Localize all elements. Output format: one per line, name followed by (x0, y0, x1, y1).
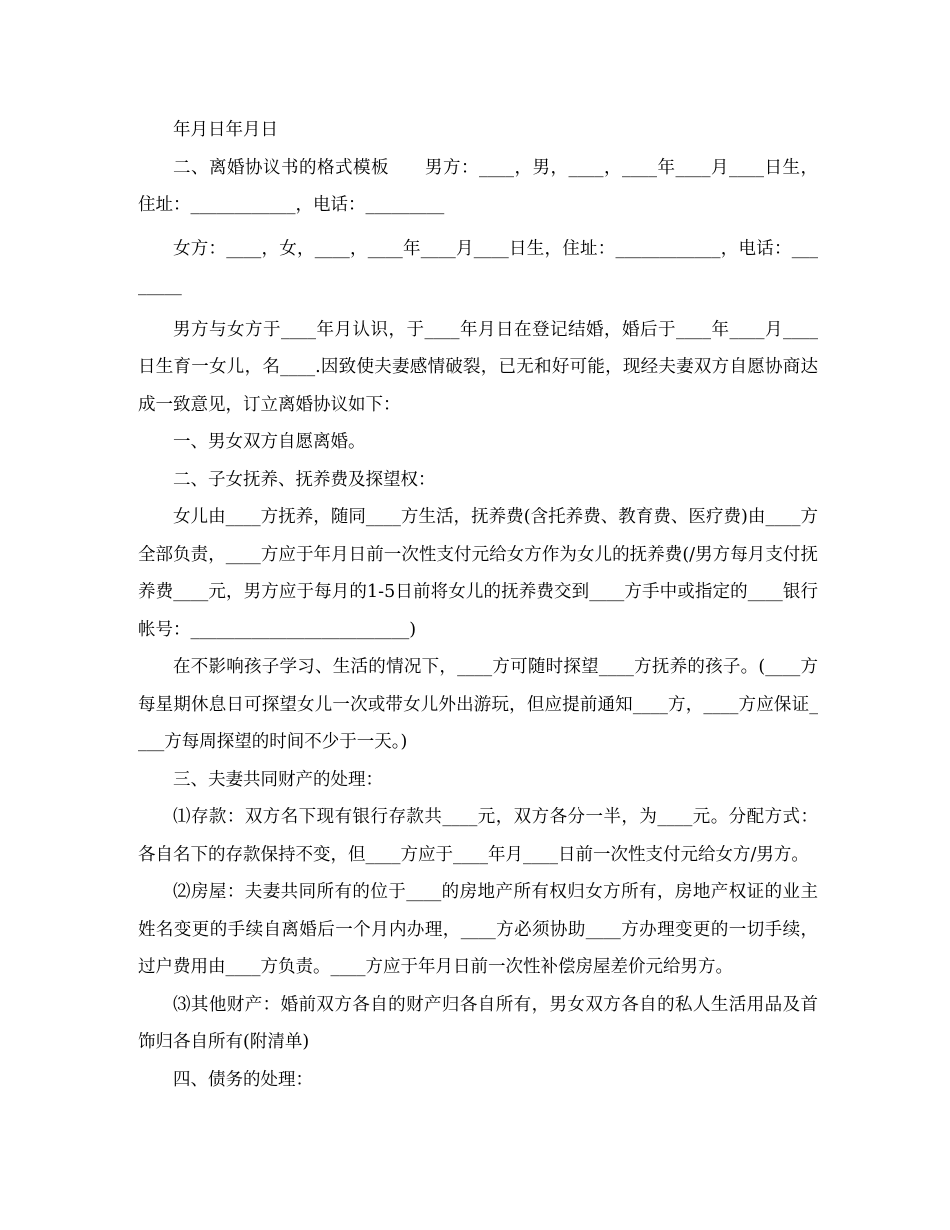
paragraph-clause-1-heading: 一、男女双方自愿离婚。 (173, 432, 366, 452)
paragraph-clause-4-heading: 四、债务的处理： (173, 1069, 313, 1090)
paragraph-date-line: 年月日年月日 (173, 120, 278, 140)
paragraph-clause-3-heading: 三、夫妻共同财产的处理： (173, 769, 383, 790)
paragraph-visitation: 在不影响孩子学习、生活的情况下，____方可随时探望____方抚养的孩子。(____方每星期休息日可探望女儿一次或带女儿外出游玩，但应提前通知____方，____方应保证____方每周探望的时间不少于一天。) (138, 657, 818, 752)
paragraph-template-title-male-party: 二、离婚协议书的格式模板 男方：____，男，____，____年____月____日生，住址：____________，电话：_________ (138, 157, 818, 215)
paragraph-child-support: 女儿由____方抚养，随同____方生活，抚养费(含托养费、教育费、医疗费)由____方全部负责，____方应于年月日前一次性支付元给女方作为女儿的抚养费(/男方每月支付抚养费____元，男方应于每月的1-5日前将女儿的抚养费交到____方手中或指定的____银行帐号：_________________________) (138, 507, 818, 640)
paragraph-female-party: 女方：____，女，____，____年____月____日生，住址：____________，电话：________ (138, 238, 818, 296)
paragraph-house: ⑵房屋：夫妻共同所有的位于____的房地产所有权归女方所有，房地产权证的业主姓名变更的手续自离婚后一个月内办理，____方必须协助____方办理变更的一切手续，过户费用由____方负责。____方应于年月日前一次性补偿房屋差价元给男方。 (138, 882, 818, 977)
paragraph-deposits: ⑴存款：双方名下现有银行存款共____元，双方各分一半，为____元。分配方式：各自名下的存款保持不变，但____方应于____年月____日前一次性支付元给女方/男方。 (138, 807, 818, 865)
paragraph-other-property: ⑶其他财产：婚前双方各自的财产归各自所有，男女双方各自的私人生活用品及首饰归各自所有(附清单) (138, 994, 818, 1052)
document-body (138, 112, 818, 1099)
paragraph-marriage-background: 男方与女方于____年月认识，于____年月日在登记结婚，婚后于____年____月____日生育一女儿，名____.因致使夫妻感情破裂，已无和好可能，现经夫妻双方自愿协商达成一致意见，订立离婚协议如下： (138, 319, 818, 415)
paragraph-clause-2-heading: 二、子女抚养、抚养费及探望权： (173, 469, 436, 490)
